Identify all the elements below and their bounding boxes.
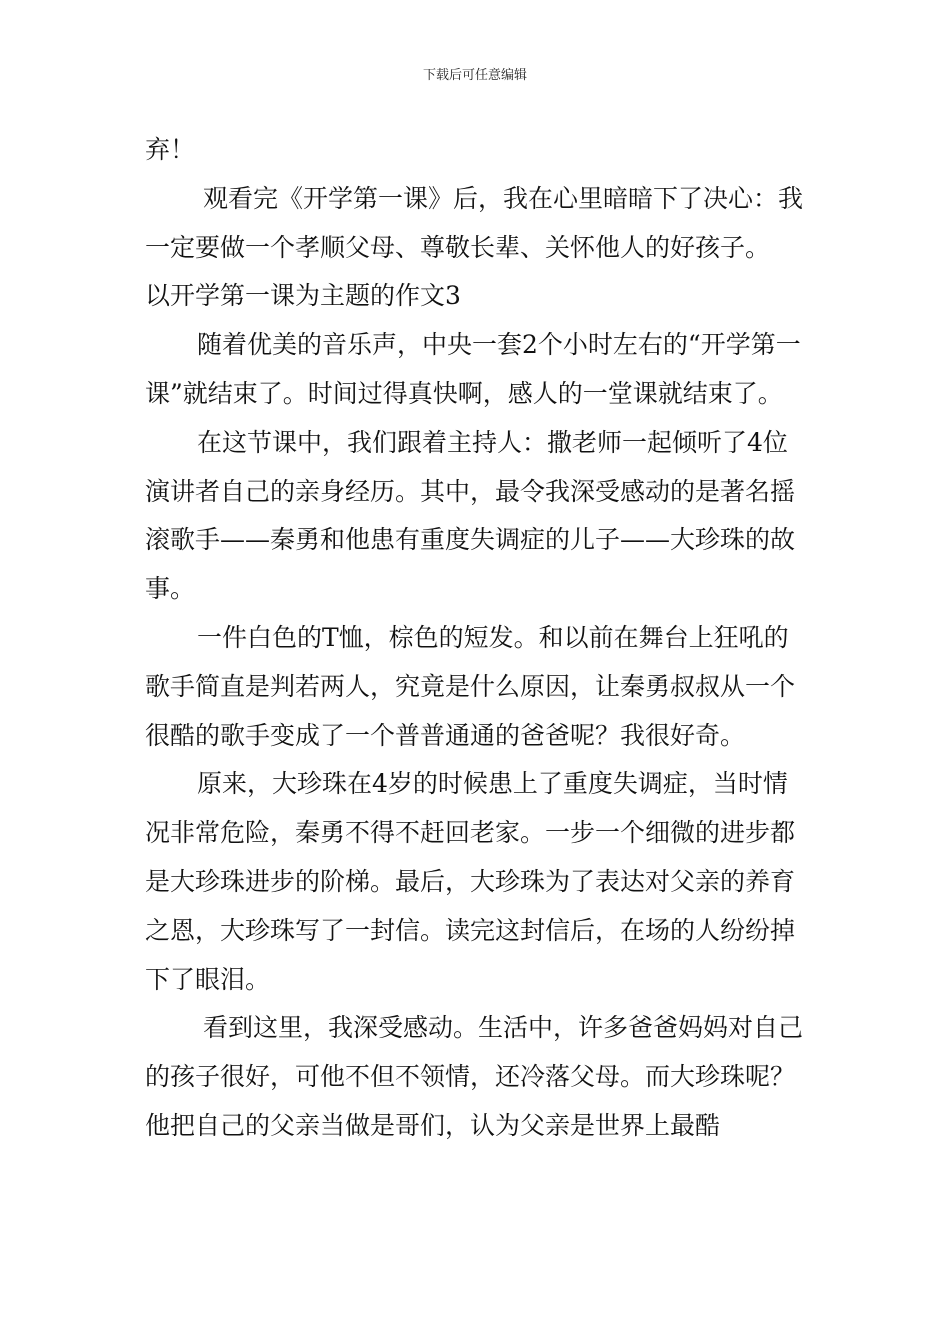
paragraph-resolution: 观看完《开学第一课》后，我在心里暗暗下了决心：我一定要做一个孝顺父母、尊敬长辈、关怀他人的好孩子。 xyxy=(145,183,804,262)
paragraph-reflection: 看到这里，我深受感动。生活中，许多爸爸妈妈对自己的孩子很好，可他不但不领情，还冷落父母。而大珍珠呢？他把自己的父亲当做是哥们，认为父亲是世界上最酷 xyxy=(145,1013,804,1140)
document-body xyxy=(145,126,810,1151)
paragraph-intro: 随着优美的音乐声，中央一套2个小时左右的“开学第一课”就结束了。时间过得真快啊，感人的一堂课就结束了。 xyxy=(145,330,801,408)
page-header: 下载后可任意编辑 xyxy=(422,68,527,83)
paragraph-story: 原来，大珍珠在4岁的时候患上了重度失调症，当时情况非常危险，秦勇不得不赶回老家。一步一个细微的进步都是大珍珠进步的阶梯。最后，大珍珠为了表达对父亲的养育之恩，大珍珠写了一封信。读完这封信后，在场的人纷纷掉下了眼泪。 xyxy=(145,769,796,994)
paragraph-continuation: 弃！ xyxy=(145,135,196,164)
paragraph-lesson: 在这节课中，我们跟着主持人：撒老师一起倾听了4位演讲者自己的亲身经历。其中，最令我深受感动的是著名摇滚歌手——秦勇和他患有重度失调症的儿子——大珍珠的故事。 xyxy=(145,427,796,604)
essay-title: 以开学第一课为主题的作文3 xyxy=(145,281,461,311)
paragraph-description: 一件白色的T恤，棕色的短发。和以前在舞台上狂吼的歌手简直是判若两人，究竟是什么原因，让秦勇叔叔从一个很酷的歌手变成了一个普普通通的爸爸呢？我很好奇。 xyxy=(145,622,796,750)
